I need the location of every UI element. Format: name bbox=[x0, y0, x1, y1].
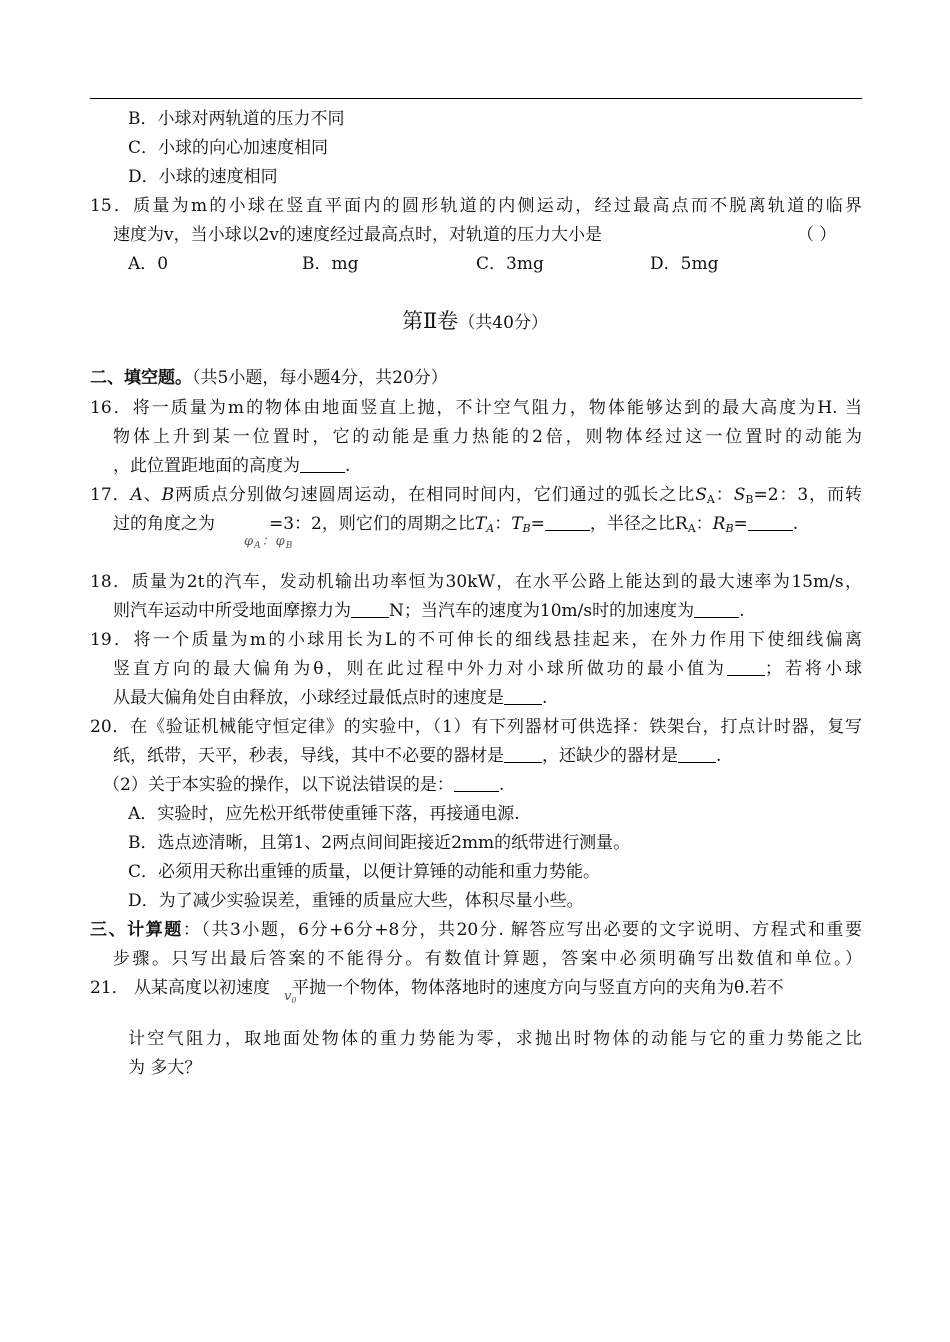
q15-line1: 15．质量为m的小球在竖直平面内的圆形轨道的内侧运动，经过最高点而不脱离轨道的临界 bbox=[90, 196, 862, 216]
q20-unneeded-blank[interactable] bbox=[504, 746, 542, 763]
q16-height-blank[interactable] bbox=[300, 456, 345, 473]
q19-speed-blank[interactable] bbox=[504, 688, 542, 705]
phi-b: φ bbox=[275, 534, 286, 549]
section-title-note: （共40分） bbox=[458, 313, 548, 333]
section-title-main: 第Ⅱ卷 bbox=[402, 309, 459, 333]
q17-angle-ratio bbox=[244, 530, 293, 549]
q20-text2: ，还缺少的器材是 bbox=[542, 746, 678, 766]
q20-sub2 bbox=[103, 773, 862, 797]
q17-num: 17． bbox=[90, 485, 131, 505]
q20-option-a: A．实验时，应先松开纸带使重锤下落，再接通电源. bbox=[128, 804, 520, 824]
q19-text2: ；若将小球 bbox=[764, 659, 862, 679]
phi-b-sub: B bbox=[285, 541, 294, 551]
part3-label: 三、计算题 bbox=[90, 920, 183, 940]
q19-line3 bbox=[113, 686, 862, 710]
q17-line1 bbox=[90, 483, 862, 507]
q15-option-b: B．mg bbox=[302, 254, 359, 274]
q21-initial-velocity bbox=[284, 989, 296, 1004]
option-b-prev: B．小球对两轨道的压力不同 bbox=[128, 109, 345, 129]
q21-line1 bbox=[90, 976, 862, 1000]
q21-text2: 平抛一个物体，物体落地时的速度方向与竖直方向的夹角为θ.若不 bbox=[292, 978, 784, 998]
q21-text1: 21． 从某高度以初速度 bbox=[90, 978, 271, 998]
q19-work-blank[interactable] bbox=[727, 659, 765, 676]
q17-sb-sub: B bbox=[745, 493, 754, 506]
q17-line2 bbox=[113, 512, 862, 536]
part3-text1: ：（共3小题，6分+6分+8分，共20分. 解答应写出必要的文字说明、方程式和重要 bbox=[182, 920, 862, 940]
q17-colon2: ： bbox=[494, 514, 512, 534]
q20-option-d: D．为了减少实验误差，重锤的质量应大些，体积尽量小些。 bbox=[128, 891, 584, 911]
q17-text2: 过的角度之为 bbox=[113, 514, 215, 534]
q17-ratio1: =2：3，而转 bbox=[753, 485, 862, 505]
option-d-prev: D．小球的速度相同 bbox=[128, 167, 278, 187]
q15-option-d: D．5mg bbox=[650, 254, 719, 274]
header-rule bbox=[90, 98, 862, 99]
q18-friction-blank[interactable] bbox=[351, 601, 389, 618]
q17-ra-sub: A bbox=[687, 522, 696, 535]
q16-line2: 物体上升到某一位置时，它的动能是重力热能的2倍，则物体经过这一位置时的动能为 bbox=[113, 427, 862, 447]
q16-line3-end: . bbox=[345, 456, 351, 476]
q17-eq2: = bbox=[733, 514, 748, 534]
q20-option-c: C．必须用天称出重锤的质量，以便计算锤的动能和重力势能。 bbox=[128, 862, 601, 882]
q20-end: . bbox=[716, 746, 722, 766]
q17-sep: 、 bbox=[142, 485, 162, 505]
part3-line1 bbox=[90, 918, 862, 942]
q17-tb-sub: B bbox=[522, 522, 531, 535]
q17-eq1: = bbox=[530, 514, 545, 534]
q20-sub2-blank[interactable] bbox=[454, 775, 499, 792]
q18-line1: 18．质量为2t的汽车，发动机输出功率恒为30kW，在水平公路上能达到的最大速率为15m/s， bbox=[90, 572, 862, 592]
q17-rb-sub: B bbox=[725, 522, 734, 535]
q19-line1: 19．将一个质量为m的小球用长为L的不可伸长的细线悬挂起来，在外力作用下使细线偏离 bbox=[90, 630, 862, 650]
option-c-prev: C．小球的向心加速度相同 bbox=[128, 138, 329, 158]
q17-radius-blank[interactable] bbox=[748, 514, 793, 531]
q18-end: . bbox=[739, 601, 745, 621]
q20-missing-blank[interactable] bbox=[678, 746, 716, 763]
part2-label: 二、填空题。 bbox=[90, 368, 192, 388]
q17-tb: T bbox=[511, 514, 523, 534]
q17-b: B bbox=[161, 485, 175, 505]
q19-text1: 竖直方向的最大偏角为θ，则在此过程中外力对小球所做功的最小值为 bbox=[113, 659, 727, 679]
q17-ta-sub: A bbox=[486, 522, 495, 535]
q17-text1: 两质点分别做匀速圆周运动，在相同时间内，它们通过的弧长之比 bbox=[174, 485, 696, 505]
q20-line2 bbox=[113, 744, 862, 768]
q15-option-c: C．3mg bbox=[476, 254, 544, 274]
q21-line2: 计空气阻力，取地面处物体的重力势能为零，求抛出时物体的动能与它的重力势能之比 bbox=[128, 1029, 862, 1049]
q18-text2: N；当汽车的速度为10m/s时的加速度为 bbox=[389, 601, 695, 621]
q18-acceleration-blank[interactable] bbox=[694, 601, 739, 618]
q18-line2 bbox=[113, 599, 862, 623]
v-symbol: v bbox=[284, 989, 292, 1004]
q17-end: . bbox=[792, 514, 799, 534]
phi-a-sub: A bbox=[254, 541, 262, 551]
q21-line3: 为 多大？ bbox=[128, 1058, 202, 1078]
v-sub: 0 bbox=[291, 996, 297, 1005]
q17-colon3: ： bbox=[695, 514, 713, 534]
q16-line1: 16．将一质量为m的物体由地面竖直上抛，不计空气阻力，物体能够达到的最大高度为H. 当 bbox=[90, 398, 862, 418]
q20-sub2-end: . bbox=[498, 775, 505, 795]
q15-option-a: A．0 bbox=[128, 254, 169, 274]
q20-option-b: B．选点迹清晰，且第1、2两点间间距接近2mm的纸带进行测量。 bbox=[128, 833, 631, 853]
q16-line3 bbox=[113, 454, 862, 478]
q17-sa: S bbox=[695, 485, 707, 505]
q17-colon1: ： bbox=[714, 485, 734, 505]
q20-sub2-text: （2）关于本实验的操作，以下说法错误的是： bbox=[103, 775, 454, 795]
q17-rb: R bbox=[712, 514, 726, 534]
q19-line2 bbox=[113, 657, 862, 681]
q17-ta: T bbox=[474, 514, 487, 534]
q20-text1: 纸，纸带，天平，秒表，导线，其中不必要的器材是 bbox=[113, 746, 504, 766]
q19-end: . bbox=[542, 688, 548, 708]
q18-text1: 则汽车运动中所受地面摩擦力为 bbox=[113, 601, 351, 621]
q16-line3-text: ，此位置距地面的高度为 bbox=[113, 456, 300, 476]
phi-a: φ bbox=[244, 534, 255, 549]
q15-answer-paren: （ ） bbox=[797, 225, 837, 245]
q15-line2: 速度为v，当小球以2v的速度经过最高点时，对轨道的压力大小是 bbox=[113, 225, 603, 245]
part3-line2: 步骤。只写出最后答案的不能得分。有数值计算题，答案中必须明确写出数值和单位。） bbox=[113, 949, 862, 969]
q17-period-blank[interactable] bbox=[545, 514, 590, 531]
part2-header bbox=[90, 366, 862, 390]
part2-note: （共5小题，每小题4分，共20分） bbox=[192, 368, 448, 388]
q17-radius-text: ，半径之比R bbox=[589, 514, 688, 534]
q17-ratio2: =3：2，则它们的周期之比 bbox=[269, 514, 475, 534]
q19-text3: 从最大偏角处自由释放，小球经过最低点时的速度是 bbox=[113, 688, 504, 708]
phi-colon: ： bbox=[261, 534, 276, 549]
q17-sa-sub: A bbox=[706, 493, 715, 506]
section-title bbox=[0, 306, 950, 338]
q20-line1: 20．在《验证机械能守恒定律》的实验中，（1）有下列器材可供选择：铁架台，打点计时器，复写 bbox=[90, 717, 862, 737]
q17-sb: S bbox=[733, 485, 746, 505]
q17-a: A bbox=[130, 485, 143, 505]
